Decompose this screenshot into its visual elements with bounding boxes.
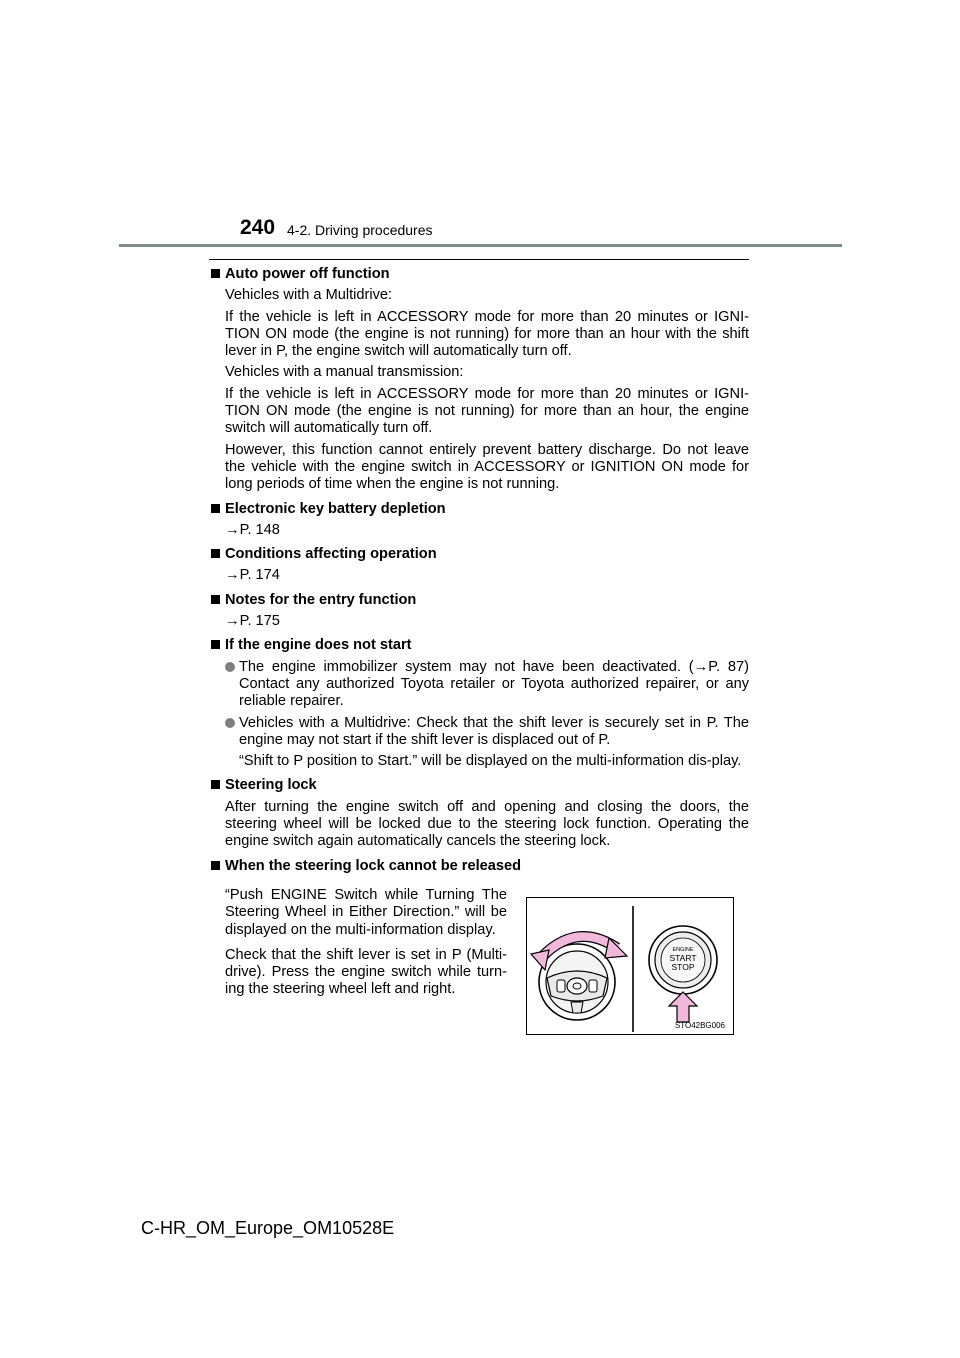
paragraph: “Push ENGINE Switch while Turning The Steering Wheel in Either Direction.” will be displayed on the multi-information display. [225,886,507,938]
page-content [211,266,749,1046]
section-heading: Conditions affecting operation [211,546,749,563]
paragraph: However, this function cannot entirely prevent battery discharge. Do not leave the vehicle with the engine switch in ACCESSORY or IGNITION ON mode for long periods of time when the engine is not running. [225,441,749,493]
button-label-engine: ENGINE [672,946,694,953]
round-bullet-icon [225,718,235,728]
section-heading: Steering lock [211,777,749,794]
bullet-note: “Shift to P position to Start.” will be displayed on the multi-information dis-play. [239,753,742,770]
bullet-item: The engine immobilizer system may not have been deactivated. (→P. 87) Contact any authorized Toyota retailer or Toyota authorized repairer, or any reliable repairer. [225,659,749,711]
button-label-stop: STOP [671,961,695,972]
paragraph: Vehicles with a Multidrive: [225,287,393,304]
paragraph: Check that the shift lever is set in P (Multi-drive). Press the engine switch while turn-ing the steering wheel left and right. [225,946,507,998]
paragraph: After turning the engine switch off and opening and closing the doors, the steering wheel will be locked due to the steering lock function. Operating the engine switch again automatically cancels the steering lock. [225,798,749,850]
section-no-start [211,637,749,770]
paragraph: If the vehicle is left in ACCESSORY mode for more than 20 minutes or IGNI-TION ON mode (the engine is not running) for more than an hour with the shift lever in P, the engine switch will automatically turn off. [225,308,749,360]
section-heading: Notes for the entry function [211,592,749,609]
figure-caption-text [225,887,507,1007]
bullet-item: Vehicles with a Multidrive: Check that the shift lever is securely set in P. The engine may not start if the shift lever is displaced out of P. [225,715,749,750]
round-bullet-icon [225,662,235,672]
square-bullet-icon [211,640,220,649]
section-heading: If the engine does not start [211,637,749,654]
square-bullet-icon [211,549,220,558]
section-key-battery [211,501,749,540]
square-bullet-icon [211,780,220,789]
section-conditions [211,546,749,585]
paragraph: Vehicles with a manual transmission: [225,364,464,381]
text-with-figure [211,879,749,1039]
section-lock-not-released [211,858,749,1039]
section-entry-notes [211,592,749,631]
page-reference-link[interactable]: →P. 175 [225,613,280,630]
page-reference-link[interactable]: →P. 148 [225,521,280,538]
header-divider [119,244,842,247]
press-arrow-icon [669,992,697,1022]
section-heading: Auto power off function [211,266,749,283]
steering-wheel-engine-switch-illustration [526,897,734,1035]
section-heading: Electronic key battery depletion [211,501,749,518]
section-steering-lock [211,777,749,850]
paragraph: If the vehicle is left in ACCESSORY mode for more than 20 minutes or IGNI-TION ON mode (the engine is not running) for more than an hour, the engine switch will automatically turn off. [225,385,749,437]
engine-start-stop-button-icon [649,926,717,994]
section-auto-power-off [211,266,749,494]
square-bullet-icon [211,595,220,604]
section-heading: When the steering lock cannot be released [211,858,749,875]
square-bullet-icon [211,861,220,870]
page-reference-link[interactable]: →P. 174 [225,567,280,584]
figure-code: STO42BG006 [674,1020,725,1030]
section-title: 4-2. Driving procedures [287,222,433,238]
square-bullet-icon [211,269,220,278]
button-label-start: START [669,952,697,963]
square-bullet-icon [211,504,220,513]
content-divider [209,259,749,260]
page-number: 240 [240,216,276,239]
document-id: C-HR_OM_Europe_OM10528E [141,1218,395,1238]
illustration-svg [527,898,733,1034]
